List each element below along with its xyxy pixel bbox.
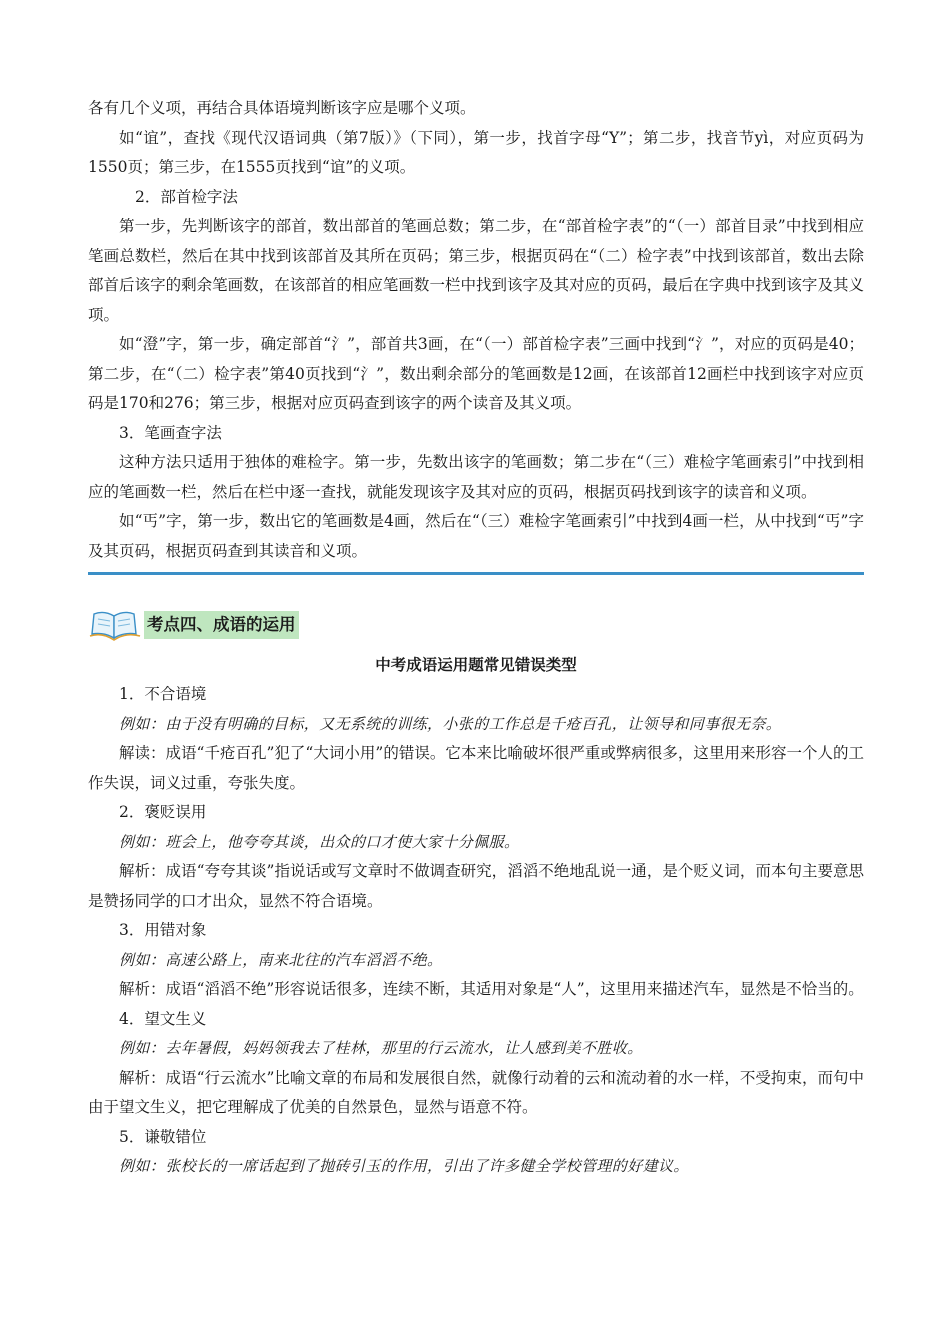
example-sentence: 例如：去年暑假，妈妈领我去了桂林，那里的行云流水，让人感到美不胜收。 (119, 1039, 643, 1057)
stroke-method-paragraph: 这种方法只适用于独体的难检字。第一步，先数出该字的笔画数；第二步在“（三）难检字笔画索引”中找到相应的笔画数一栏，然后在栏中逐一查找，就能发现该字及其对应的页码，根据页码找到该字的读音和义项。 (88, 453, 864, 501)
example-sentence: 例如：由于没有明确的目标，又无系统的训练，小张的工作总是千疮百孔，让领导和同事很无奈。 (119, 714, 782, 733)
radical-example-paragraph: 如“澄”字，第一步，确定部首“氵”，部首共3画，在“（一）部首检字表”三画中找到“氵”，对应的页码是40；第二步，在“（二）检字表”第40页找到“氵”，数出剩余部分的笔画数是12画，在该部首12画栏中找到该字对应页码是170和276；第三步，根据对应页码查到该字的两个读音及其义项。 (88, 335, 864, 412)
section-subtitle: 中考成语运用题常见错误类型 (375, 656, 577, 674)
paragraph-continuation: 各有几个义项，再结合具体语境判断该字应是哪个义项。 (88, 99, 476, 117)
analysis-paragraph: 解读：成语“千疮百孔”犯了“大词小用”的错误。它本来比喻破坏很严重或弊病很多，这里用来形容一个人的工作失误，词义过重，夸张失度。 (88, 744, 864, 792)
document-body (88, 94, 864, 1182)
section-title: 考点四、成语的运用 (144, 611, 299, 639)
stroke-example-paragraph: 如“丐”字，第一步，数出它的笔画数是4画，然后在“（三）难检字笔画索引”中找到4画一栏，从中找到“丐”字及其页码，根据页码查到其读音和义项。 (88, 512, 864, 560)
error-type-heading: 1．不合语境 (119, 685, 207, 703)
example-sentence: 例如：班会上，他夸夸其谈，出众的口才使大家十分佩服。 (119, 832, 520, 851)
radical-method-paragraph: 第一步，先判断该字的部首，数出部首的笔画总数；第二步，在“部首检字表”的“（一）部首目录”中找到相应笔画总数栏，然后在其中找到该部首及其所在页码；第三步，根据页码在“（二）检字表”中找到该部首，数出去除部首后该字的剩余笔画数，在该部首的相应笔画数一栏中找到该字及其对应的页码，最后在字典中找到该字及其义项。 (88, 217, 864, 324)
analysis-paragraph: 解析：成语“滔滔不绝”形容说话很多，连续不断，其适用对象是“人”，这里用来描述汽车，显然是不恰当的。 (119, 980, 864, 998)
error-type-heading: 4．望文生义 (119, 1009, 207, 1028)
pinyin-example-paragraph: 如“谊”，查找《现代汉语词典（第7版）》（下同），第一步，找首字母“Y”；第二步，找音节yì，对应页码为1550页；第三步，在1555页找到“谊”的义项。 (88, 128, 864, 176)
open-book-icon (88, 608, 142, 642)
section-divider (88, 572, 864, 575)
radical-method-heading: 2．部首检字法 (135, 187, 238, 206)
error-type-heading: 2．褒贬误用 (119, 803, 207, 821)
analysis-paragraph: 解析：成语“行云流水”比喻文章的布局和发展很自然，就像行动着的云和流动着的水一样，不受拘束，而句中由于望文生义，把它理解成了优美的自然景色，显然与语意不符。 (88, 1068, 864, 1116)
error-type-heading: 5．谦敬错位 (119, 1127, 207, 1146)
example-sentence: 例如：高速公路上，南来北往的汽车滔滔不绝。 (119, 950, 443, 969)
analysis-paragraph: 解析：成语“夸夸其谈”指说话或写文章时不做调查研究，滔滔不绝地乱说一通，是个贬义词，而本句主要意思是赞扬同学的口才出众，显然不符合语境。 (88, 862, 864, 910)
error-type-heading: 3．用错对象 (119, 921, 207, 939)
example-sentence: 例如：张校长的一席话起到了抛砖引玉的作用，引出了许多健全学校管理的好建议。 (119, 1157, 689, 1175)
section-header (88, 607, 864, 643)
stroke-method-heading: 3．笔画查字法 (119, 423, 222, 442)
